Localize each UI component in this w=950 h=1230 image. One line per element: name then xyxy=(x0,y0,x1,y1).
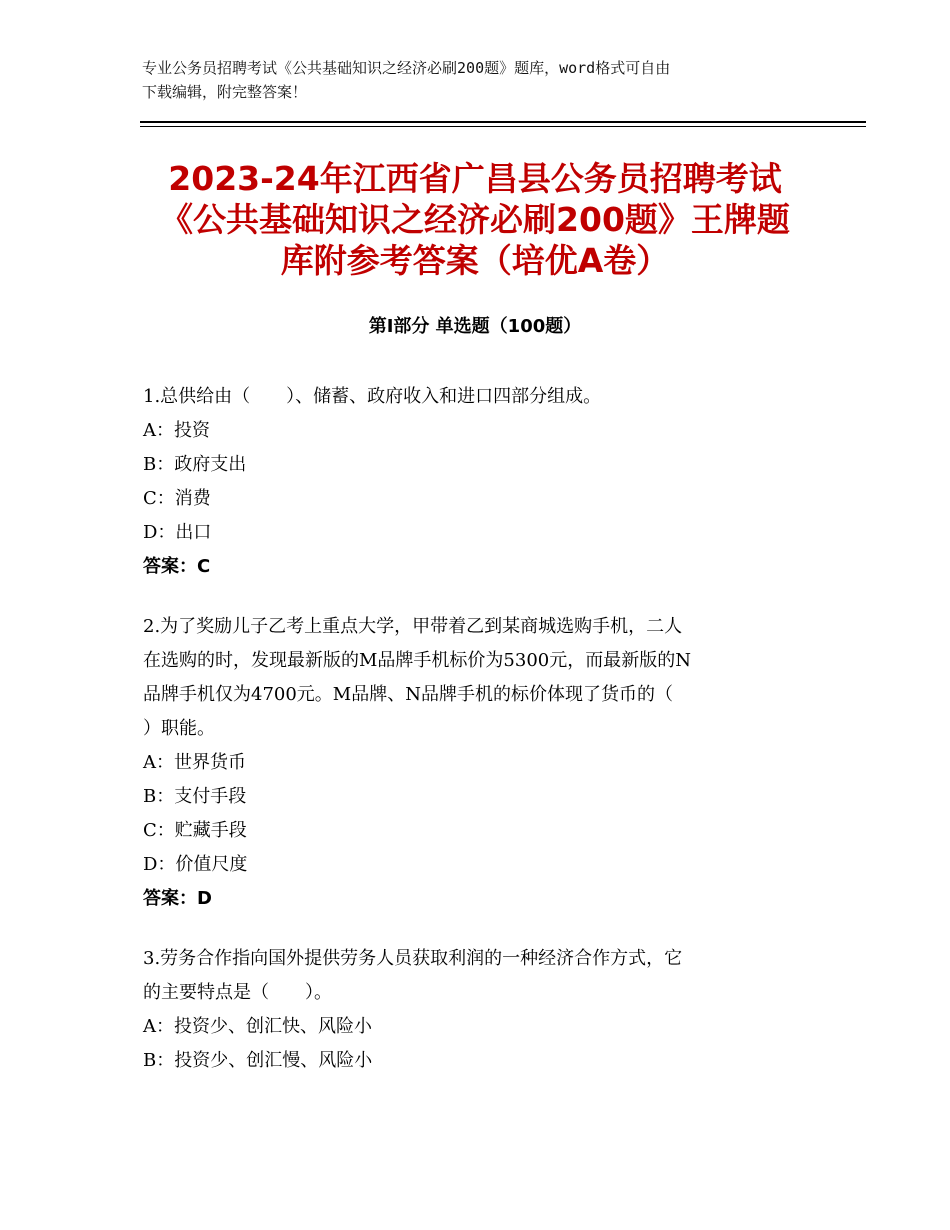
option-a: A：投资少、创汇快、风险小 xyxy=(143,1016,372,1037)
question-text xyxy=(143,380,808,414)
question-text xyxy=(143,610,808,746)
title-line: 《公共基础知识之经济必刷200题》王牌题 xyxy=(160,200,790,239)
question-item xyxy=(143,942,808,1078)
header-note-line: 专业公务员招聘考试《公共基础知识之经济必刷200题》题库，word格式可自由 xyxy=(142,59,671,77)
question-line: 1.总供给由（ ）、储蓄、政府收入和进口四部分组成。 xyxy=(143,386,602,407)
option-a: A：世界货币 xyxy=(143,752,246,773)
document-title xyxy=(100,158,850,281)
header-rule-thick xyxy=(140,121,866,123)
option-d: D：价值尺度 xyxy=(143,854,248,875)
title-line: 2023-24年江西省广昌县公务员招聘考试 xyxy=(168,159,782,198)
question-list xyxy=(143,380,808,1104)
answer-label: 答案：D xyxy=(143,888,212,909)
question-line: ）职能。 xyxy=(143,718,215,739)
option-c: C：贮藏手段 xyxy=(143,820,247,841)
option-c: C：消费 xyxy=(143,488,211,509)
option-b: B：支付手段 xyxy=(143,786,247,807)
question-line: 品牌手机仅为4700元。M品牌、N品牌手机的标价体现了货币的（ xyxy=(143,684,673,705)
question-line: 3.劳务合作指向国外提供劳务人员获取利润的一种经济合作方式，它 xyxy=(143,948,683,969)
question-item xyxy=(143,380,808,584)
option-d: D：出口 xyxy=(143,522,212,543)
option-b: B：政府支出 xyxy=(143,454,247,475)
option-b: B：投资少、创汇慢、风险小 xyxy=(143,1050,373,1071)
question-line: 的主要特点是（ ）。 xyxy=(143,982,332,1003)
question-line: 2.为了奖励儿子乙考上重点大学，甲带着乙到某商城选购手机，二人 xyxy=(143,616,683,637)
title-line: 库附参考答案（培优A卷） xyxy=(280,241,670,280)
answer-label: 答案：C xyxy=(143,556,211,577)
question-text xyxy=(143,942,808,1010)
header-rule-thin xyxy=(140,126,866,127)
option-a: A：投资 xyxy=(143,420,210,441)
section-heading: 第Ⅰ部分 单选题（100题） xyxy=(368,316,582,337)
header-note xyxy=(142,56,812,104)
question-item xyxy=(143,610,808,916)
header-note-line: 下载编辑，附完整答案！ xyxy=(142,83,308,101)
question-line: 在选购的时，发现最新版的M品牌手机标价为5300元，而最新版的N xyxy=(143,650,691,671)
